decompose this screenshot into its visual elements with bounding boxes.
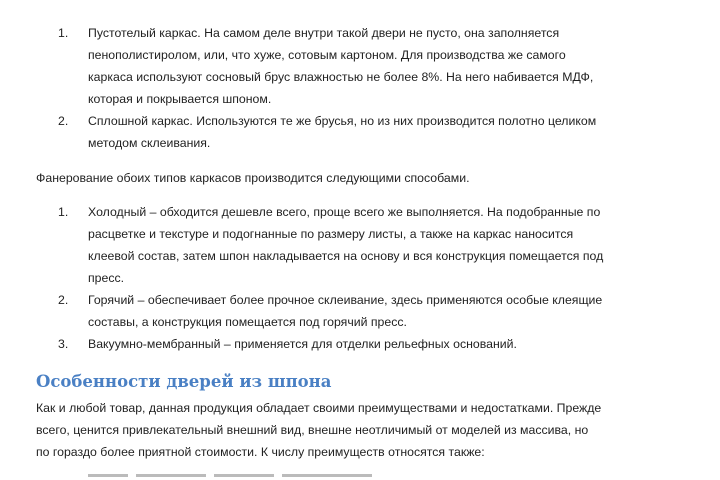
cropped-text-line: [88, 474, 388, 480]
list-number: 2.: [58, 293, 69, 307]
text-line: Вакуумно-мембранный – применяется для отделки рельефных оснований.: [88, 337, 517, 351]
list-number: 2.: [58, 114, 69, 128]
text-line: пресс.: [88, 271, 125, 285]
text-line: методом склеивания.: [88, 136, 211, 150]
text-line: пенополистиролом, или, что хуже, сотовым картоном. Для производства же самого: [88, 48, 566, 62]
list-item: [52, 289, 692, 333]
frame-types-list: [52, 22, 692, 154]
list-item: [52, 333, 692, 355]
list-item: [52, 110, 692, 154]
text-line: Горячий – обеспечивает более прочное склеивание, здесь применяются особые клеящие: [88, 293, 603, 307]
text-line: Сплошной каркас. Используются те же брусья, но из них производится полотно целиком: [88, 114, 597, 128]
text-line: всего, ценится привлекательный внешний вид, внешне неотличимый от моделей из массива, но: [36, 423, 589, 437]
list-item-text: [88, 201, 692, 289]
section-heading: Особенности дверей из шпона: [36, 372, 332, 391]
text-line: расцветке и текстуре и подогнанные по размеру листы, а также на каркас наносится: [88, 227, 574, 241]
text-line: Пустотелый каркас. На самом деле внутри такой двери не пусто, она заполняется: [88, 26, 560, 40]
text-line: которая и покрывается шпоном.: [88, 92, 272, 106]
list-item-text: [88, 110, 692, 154]
text-line: Холодный – обходится дешевле всего, проще всего же выполняется. На подобранные по: [88, 205, 601, 219]
veneering-intro-paragraph: Фанерование обоих типов каркасов производится следующими способами.: [36, 171, 470, 185]
list-item: [52, 22, 692, 110]
list-number: 3.: [58, 337, 69, 351]
text-line: составы, а конструкция помещается под горячий пресс.: [88, 315, 407, 329]
text-line: каркаса используют сосновый брус влажностью не более 8%. На него набивается МДФ,: [88, 70, 594, 84]
text-line: Как и любой товар, данная продукция обладает своими преимуществами и недостатками. Прежде: [36, 401, 602, 415]
list-item: [52, 201, 692, 289]
advantages-paragraph: [36, 397, 696, 463]
list-item-text: [88, 333, 692, 355]
text-line: клеевой состав, затем шпон накладывается на основу и вся конструкция помещается под: [88, 249, 604, 263]
veneering-methods-list: [52, 201, 692, 355]
list-item-text: [88, 289, 692, 333]
text-line: по гораздо более приятной стоимости. К числу преимуществ относятся также:: [36, 445, 485, 459]
list-item-text: [88, 22, 692, 110]
list-number: 1.: [58, 26, 69, 40]
list-number: 1.: [58, 205, 69, 219]
